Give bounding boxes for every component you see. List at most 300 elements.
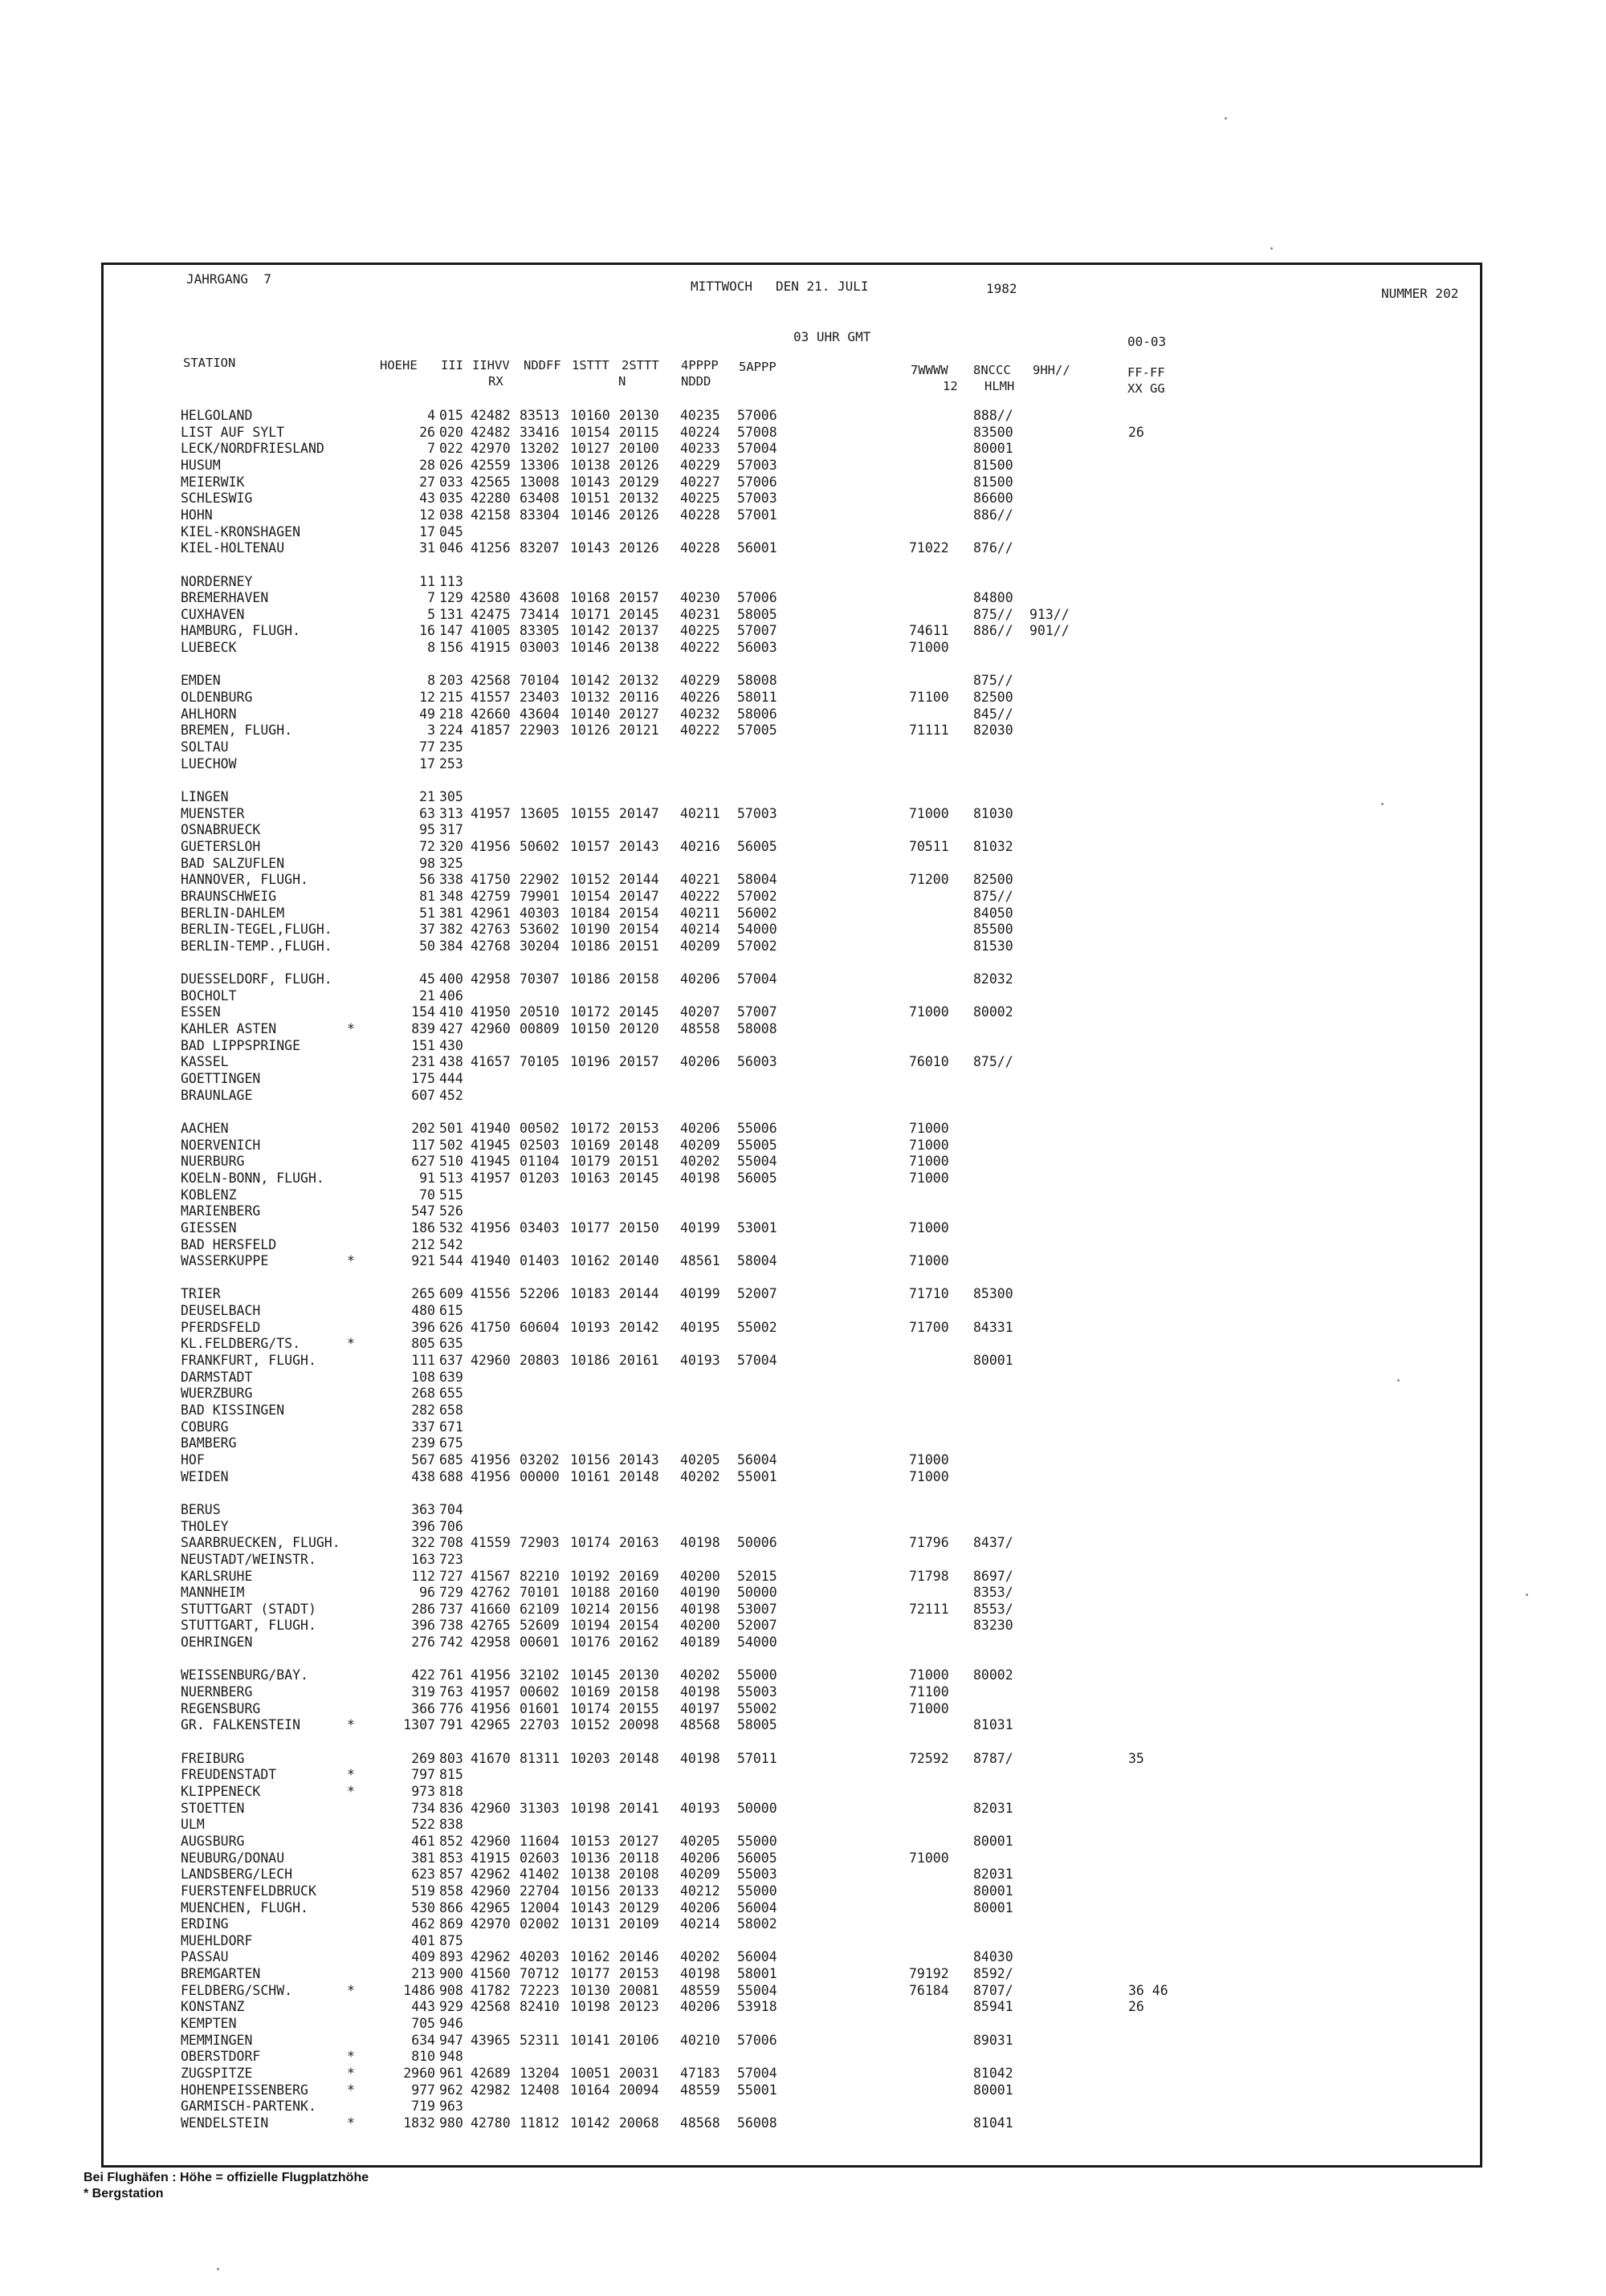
cell-iii: 348 [439, 888, 463, 904]
cell-s1: 10152 [570, 872, 610, 888]
cell-s2: 20148 [619, 1468, 659, 1484]
station-name: DEUSELBACH [181, 1303, 261, 1319]
cell-g8: 83500 [973, 424, 1013, 440]
cell-iihvv: 42660 [471, 706, 511, 722]
cell-s1: 10172 [570, 1004, 610, 1020]
table-row [0, 640, 1445, 657]
cell-hoehe: 51 [419, 905, 435, 921]
station-name: FREIBURG [181, 1750, 245, 1766]
cell-nddff: 70712 [520, 1966, 560, 1982]
cell-iihvv: 42568 [471, 1999, 511, 2015]
station-name: STUTTGART, FLUGH. [181, 1618, 316, 1634]
cell-iii: 738 [439, 1618, 463, 1634]
cell-iihvv: 41940 [471, 1120, 511, 1136]
cell-s2: 20157 [619, 1054, 659, 1070]
cell-iii: 532 [439, 1219, 463, 1236]
cell-hoehe: 112 [411, 1568, 435, 1584]
cell-ap5: 57003 [737, 457, 777, 473]
cell-nddff: 22902 [520, 872, 560, 888]
cell-nddff: 13008 [520, 474, 560, 490]
table-row [0, 1966, 1445, 1983]
cell-ap5: 58006 [737, 706, 777, 722]
cell-iihvv: 41559 [471, 1535, 511, 1551]
cell-g8: 80001 [973, 441, 1013, 457]
cell-hoehe: 547 [411, 1203, 435, 1219]
cell-hoehe: 63 [419, 805, 435, 821]
cell-nddff: 02503 [520, 1137, 560, 1153]
cell-hoehe: 567 [411, 1451, 435, 1468]
cell-g8: 845// [973, 706, 1013, 722]
table-row [0, 789, 1445, 806]
cell-iihvv: 41657 [471, 1054, 511, 1070]
table-row [0, 1138, 1445, 1154]
station-name: BREMGARTEN [181, 1966, 261, 1982]
cell-s2: 20121 [619, 723, 659, 739]
cell-p4: 48558 [680, 1021, 720, 1037]
table-row [0, 574, 1445, 591]
cell-g8: 81530 [973, 938, 1013, 954]
station-name: SAARBRUECKEN, FLUGH. [181, 1535, 340, 1551]
cell-s2: 20163 [619, 1535, 659, 1551]
table-row [0, 706, 1445, 723]
cell-hoehe: 117 [411, 1137, 435, 1153]
cell-g8: 8437/ [973, 1535, 1013, 1551]
cell-iihvv: 41560 [471, 1966, 511, 1982]
cell-g8: 875// [973, 606, 1013, 622]
cell-ap5: 56003 [737, 640, 777, 656]
cell-w7: 71022 [909, 540, 949, 556]
cell-ap5: 56004 [737, 1899, 777, 1915]
cell-hoehe: 921 [411, 1253, 435, 1269]
station-name: NORDERNEY [181, 573, 253, 589]
cell-nddff: 03003 [520, 640, 560, 656]
cell-hoehe: 1486 [403, 1982, 435, 1998]
scan-speck [217, 2268, 219, 2270]
cell-nddff: 01104 [520, 1154, 560, 1170]
station-name: OBERSTDORF [181, 2049, 261, 2065]
cell-p4: 40222 [680, 640, 720, 656]
cell-ap5: 55005 [737, 1137, 777, 1153]
cell-iii: 815 [439, 1767, 463, 1783]
cell-iii: 900 [439, 1966, 463, 1982]
cell-p4: 40202 [680, 1154, 720, 1170]
cell-iii: 609 [439, 1286, 463, 1302]
station-name: LIST AUF SYLT [181, 424, 285, 440]
cell-hoehe: 37 [419, 922, 435, 938]
cell-ap5: 57007 [737, 1004, 777, 1020]
cell-iihvv: 42960 [471, 1833, 511, 1849]
cell-s2: 20153 [619, 1120, 659, 1136]
cell-iii: 776 [439, 1700, 463, 1716]
cell-w7: 71000 [909, 1137, 949, 1153]
cell-s1: 10156 [570, 1883, 610, 1899]
cell-nddff: 70101 [520, 1585, 560, 1601]
cell-s1: 10169 [570, 1137, 610, 1153]
cell-nddff: 00601 [520, 1634, 560, 1651]
table-row [0, 889, 1445, 906]
cell-ap5: 57002 [737, 888, 777, 904]
station-name: MANNHEIM [181, 1585, 245, 1601]
cell-ap5: 57005 [737, 723, 777, 739]
cell-iihvv: 42960 [471, 1800, 511, 1816]
station-name: KOELN-BONN, FLUGH. [181, 1170, 324, 1186]
cell-iii: 685 [439, 1451, 463, 1468]
cell-p4: 40210 [680, 2032, 720, 2048]
table-row [0, 1701, 1445, 1718]
cell-s2: 20123 [619, 1999, 659, 2015]
cell-s1: 10186 [570, 1353, 610, 1369]
cell-g8: 81042 [973, 2066, 1013, 2081]
cell-iii: 131 [439, 606, 463, 622]
station-name: DUESSELDORF, FLUGH. [181, 971, 332, 987]
cell-ap5: 56003 [737, 1054, 777, 1070]
cell-s2: 20126 [619, 457, 659, 473]
cell-w7: 71000 [909, 1468, 949, 1484]
table-row [0, 1585, 1445, 1602]
cell-iihvv: 42763 [471, 922, 511, 938]
cell-p4: 40206 [680, 1054, 720, 1070]
year-label: 1982 [986, 281, 1017, 296]
cell-iii: 430 [439, 1037, 463, 1053]
cell-s1: 10138 [570, 457, 610, 473]
table-row [0, 1121, 1445, 1138]
scan-speck [1381, 803, 1384, 805]
cell-p4: 40209 [680, 938, 720, 954]
table-row [0, 2033, 1445, 2050]
table-row [0, 2099, 1445, 2115]
cell-p4: 40211 [680, 905, 720, 921]
cell-iihvv: 41670 [471, 1750, 511, 1766]
cell-s2: 20116 [619, 690, 659, 706]
cell-s1: 10194 [570, 1618, 610, 1634]
cell-ap5: 54000 [737, 1634, 777, 1651]
station-name: WEISSENBURG/BAY. [181, 1667, 308, 1683]
cell-nddff: 13204 [520, 2066, 560, 2081]
station-name: PFERDSFELD [181, 1319, 261, 1335]
cell-s1: 10162 [570, 1253, 610, 1269]
cell-iii: 838 [439, 1817, 463, 1833]
station-name: BAD KISSINGEN [181, 1402, 285, 1418]
cell-nddff: 32102 [520, 1667, 560, 1683]
cell-g8: 84030 [973, 1949, 1013, 1965]
station-name: DARMSTADT [181, 1369, 253, 1385]
table-row [0, 1419, 1445, 1436]
cell-p4: 40195 [680, 1319, 720, 1335]
cell-w7: 71000 [909, 1219, 949, 1236]
col-1sttt-sub: N [618, 374, 626, 389]
col-nddff: NDDFF [524, 358, 561, 372]
cell-hoehe: 409 [411, 1949, 435, 1965]
cell-ap5: 57004 [737, 1353, 777, 1369]
cell-s2: 20143 [619, 838, 659, 854]
cell-p4: 40202 [680, 1667, 720, 1683]
cell-p4: 40209 [680, 1137, 720, 1153]
cell-s1: 10132 [570, 690, 610, 706]
cell-iii: 858 [439, 1883, 463, 1899]
col-ff: FF-FF [1127, 365, 1165, 380]
station-name: STUTTGART (STADT) [181, 1601, 316, 1617]
cell-iihvv: 42280 [471, 491, 511, 507]
station-name: BAMBERG [181, 1435, 237, 1451]
cell-ap5: 57006 [737, 2032, 777, 2048]
cell-ap5: 55000 [737, 1667, 777, 1683]
cell-g8: 82030 [973, 723, 1013, 739]
cell-iihvv: 41956 [471, 838, 511, 854]
station-name: AHLHORN [181, 706, 237, 722]
cell-hoehe: 27 [419, 474, 435, 490]
cell-iii: 224 [439, 723, 463, 739]
cell-hoehe: 381 [411, 1850, 435, 1866]
cell-ap5: 55000 [737, 1833, 777, 1849]
cell-iihvv: 42482 [471, 408, 511, 423]
cell-s1: 10141 [570, 2032, 610, 2048]
station-name: WASSERKUPPE [181, 1253, 269, 1269]
cell-iii: 946 [439, 2016, 463, 2032]
cell-p4: 48561 [680, 1253, 720, 1269]
station-name: GOETTINGEN [181, 1071, 261, 1086]
cell-p4: 40205 [680, 1451, 720, 1468]
col-iii: III [441, 358, 463, 372]
table-row [0, 1021, 1445, 1038]
cell-s2: 20148 [619, 1137, 659, 1153]
cell-w7: 71000 [909, 1120, 949, 1136]
station-name: WENDELSTEIN [181, 2115, 269, 2131]
cell-p4: 48568 [680, 2115, 720, 2131]
cell-iihvv: 41567 [471, 1568, 511, 1584]
table-row [0, 1602, 1445, 1618]
cell-hoehe: 265 [411, 1286, 435, 1302]
table-row [0, 1751, 1445, 1768]
cell-nddff: 20510 [520, 1004, 560, 1020]
cell-iii: 688 [439, 1468, 463, 1484]
observation-time: 03 UHR GMT [793, 329, 871, 344]
cell-s1: 10186 [570, 938, 610, 954]
cell-iii: 655 [439, 1386, 463, 1402]
cell-ap5: 58008 [737, 673, 777, 689]
cell-hoehe: 363 [411, 1501, 435, 1517]
cell-p4: 40225 [680, 623, 720, 639]
cell-w7: 71000 [909, 805, 949, 821]
cell-ap5: 58011 [737, 690, 777, 706]
cell-iii: 427 [439, 1021, 463, 1037]
scan-speck [1526, 1594, 1528, 1596]
station-name: ERDING [181, 1916, 229, 1932]
mountain-station-marker: * [347, 1021, 355, 1037]
cell-s2: 20156 [619, 1601, 659, 1617]
cell-iihvv: 41956 [471, 1219, 511, 1236]
table-row [0, 1834, 1445, 1850]
table-row [0, 690, 1445, 706]
cell-iihvv: 41957 [471, 1170, 511, 1186]
cell-iii: 671 [439, 1419, 463, 1435]
cell-g8: 86600 [973, 491, 1013, 507]
cell-ap5: 57003 [737, 805, 777, 821]
cell-ap5: 58008 [737, 1021, 777, 1037]
cell-p4: 40222 [680, 888, 720, 904]
cell-nddff: 30204 [520, 938, 560, 954]
cell-nddff: 22903 [520, 723, 560, 739]
cell-g8: 84331 [973, 1319, 1013, 1335]
cell-hoehe: 95 [419, 822, 435, 838]
cell-nddff: 82410 [520, 1999, 560, 2015]
cell-s2: 20144 [619, 1286, 659, 1302]
cell-hoehe: 519 [411, 1883, 435, 1899]
cell-nddff: 52311 [520, 2032, 560, 2048]
cell-s2: 20068 [619, 2115, 659, 2131]
cell-iii: 626 [439, 1319, 463, 1335]
cell-nddff: 83513 [520, 408, 560, 423]
cell-s2: 20154 [619, 905, 659, 921]
cell-iii: 045 [439, 523, 463, 539]
cell-hoehe: 175 [411, 1071, 435, 1086]
cell-ap5: 56004 [737, 1949, 777, 1965]
cell-hoehe: 154 [411, 1004, 435, 1020]
cell-ff: 36 46 [1128, 1982, 1168, 1998]
col-8nccc-sub: HLMH [984, 379, 1015, 393]
cell-s1: 10198 [570, 1800, 610, 1816]
cell-g8: 85500 [973, 922, 1013, 938]
cell-iii: 742 [439, 1634, 463, 1651]
table-row [0, 856, 1445, 873]
cell-nddff: 00809 [520, 1021, 560, 1037]
cell-p4: 40199 [680, 1219, 720, 1236]
cell-iii: 866 [439, 1899, 463, 1915]
cell-s1: 10186 [570, 971, 610, 987]
cell-hoehe: 12 [419, 690, 435, 706]
station-name: GR. FALKENSTEIN [181, 1717, 301, 1733]
station-name: GIESSEN [181, 1219, 237, 1236]
cell-s2: 20130 [619, 1667, 659, 1683]
cell-hoehe: 396 [411, 1518, 435, 1534]
cell-hoehe: 202 [411, 1120, 435, 1136]
cell-nddff: 22704 [520, 1883, 560, 1899]
station-name: MUENCHEN, FLUGH. [181, 1899, 308, 1915]
cell-iii: 853 [439, 1850, 463, 1866]
cell-iii: 235 [439, 739, 463, 755]
cell-iihvv: 41956 [471, 1667, 511, 1683]
cell-g8: 82500 [973, 872, 1013, 888]
cell-iihvv: 41005 [471, 623, 511, 639]
cell-ap5: 58004 [737, 872, 777, 888]
cell-hoehe: 276 [411, 1634, 435, 1651]
cell-iii: 704 [439, 1501, 463, 1517]
station-name: KOBLENZ [181, 1187, 237, 1203]
cell-p4: 40200 [680, 1568, 720, 1584]
cell-h9: 913// [1029, 606, 1070, 622]
cell-s2: 20137 [619, 623, 659, 639]
cell-hoehe: 530 [411, 1899, 435, 1915]
table-row [0, 1634, 1445, 1651]
station-name: BREMERHAVEN [181, 590, 269, 606]
col-2sttt-sub: NDDD [681, 374, 711, 389]
cell-iihvv: 42482 [471, 424, 511, 440]
table-row [0, 1088, 1445, 1105]
col-4pppp: 4PPPP [681, 358, 719, 372]
col-hoehe: HOEHE [380, 358, 418, 372]
station-name: OEHRINGEN [181, 1634, 253, 1651]
cell-s1: 10155 [570, 805, 610, 821]
cell-s2: 20144 [619, 872, 659, 888]
station-name: KIEL-HOLTENAU [181, 540, 285, 556]
cell-s2: 20151 [619, 938, 659, 954]
table-row [0, 1983, 1445, 2000]
cell-hoehe: 634 [411, 2032, 435, 2048]
cell-p4: 40193 [680, 1800, 720, 1816]
cell-iihvv: 42580 [471, 590, 511, 606]
cell-s1: 10160 [570, 408, 610, 423]
cell-iii: 381 [439, 905, 463, 921]
cell-iii: 501 [439, 1120, 463, 1136]
cell-s1: 10192 [570, 1568, 610, 1584]
cell-p4: 40225 [680, 491, 720, 507]
cell-p4: 40206 [680, 1120, 720, 1136]
cell-ap5: 58005 [737, 606, 777, 622]
cell-hoehe: 56 [419, 872, 435, 888]
table-row [0, 806, 1445, 823]
cell-s2: 20108 [619, 1867, 659, 1883]
station-name: KIEL-KRONSHAGEN [181, 523, 301, 539]
table-row [0, 2016, 1445, 2033]
cell-iii: 515 [439, 1187, 463, 1203]
cell-iihvv: 41945 [471, 1154, 511, 1170]
table-row [0, 1402, 1445, 1419]
cell-iii: 038 [439, 507, 463, 523]
station-name: FELDBERG/SCHW. [181, 1982, 293, 1998]
cell-hoehe: 3 [427, 723, 435, 739]
cell-hoehe: 422 [411, 1667, 435, 1683]
cell-s2: 20145 [619, 606, 659, 622]
station-name: BOCHOLT [181, 987, 237, 1003]
cell-g8: 80002 [973, 1004, 1013, 1020]
cell-w7: 71100 [909, 1684, 949, 1700]
cell-hoehe: 623 [411, 1867, 435, 1883]
cell-ap5: 55004 [737, 1982, 777, 1998]
table-row [0, 1784, 1445, 1801]
station-name: BERLIN-TEMP.,FLUGH. [181, 938, 332, 954]
cell-hoehe: 1832 [403, 2115, 435, 2131]
table-row [0, 723, 1445, 739]
cell-w7: 76010 [909, 1054, 949, 1070]
cell-iihvv: 42475 [471, 606, 511, 622]
cell-g8: 82031 [973, 1800, 1013, 1816]
cell-ap5: 57006 [737, 590, 777, 606]
cell-p4: 40198 [680, 1966, 720, 1982]
table-row [0, 590, 1445, 607]
cell-ap5: 50000 [737, 1800, 777, 1816]
table-row [0, 988, 1445, 1005]
cell-hoehe: 443 [411, 1999, 435, 2015]
cell-s2: 20129 [619, 474, 659, 490]
cell-s2: 20146 [619, 1949, 659, 1965]
cell-p4: 40198 [680, 1170, 720, 1186]
table-row [0, 1667, 1445, 1684]
cell-s1: 10136 [570, 1850, 610, 1866]
cell-iii: 218 [439, 706, 463, 722]
cell-iii: 022 [439, 441, 463, 457]
mountain-station-marker: * [347, 1717, 355, 1733]
cell-iii: 325 [439, 855, 463, 871]
cell-iii: 513 [439, 1170, 463, 1186]
cell-nddff: 40203 [520, 1949, 560, 1965]
cell-hoehe: 17 [419, 755, 435, 771]
mountain-station-marker: * [347, 1783, 355, 1799]
cell-nddff: 70104 [520, 673, 560, 689]
table-row [0, 1767, 1445, 1784]
table-row [0, 922, 1445, 938]
cell-s2: 20151 [619, 1154, 659, 1170]
cell-s2: 20140 [619, 1253, 659, 1269]
cell-iii: 893 [439, 1949, 463, 1965]
